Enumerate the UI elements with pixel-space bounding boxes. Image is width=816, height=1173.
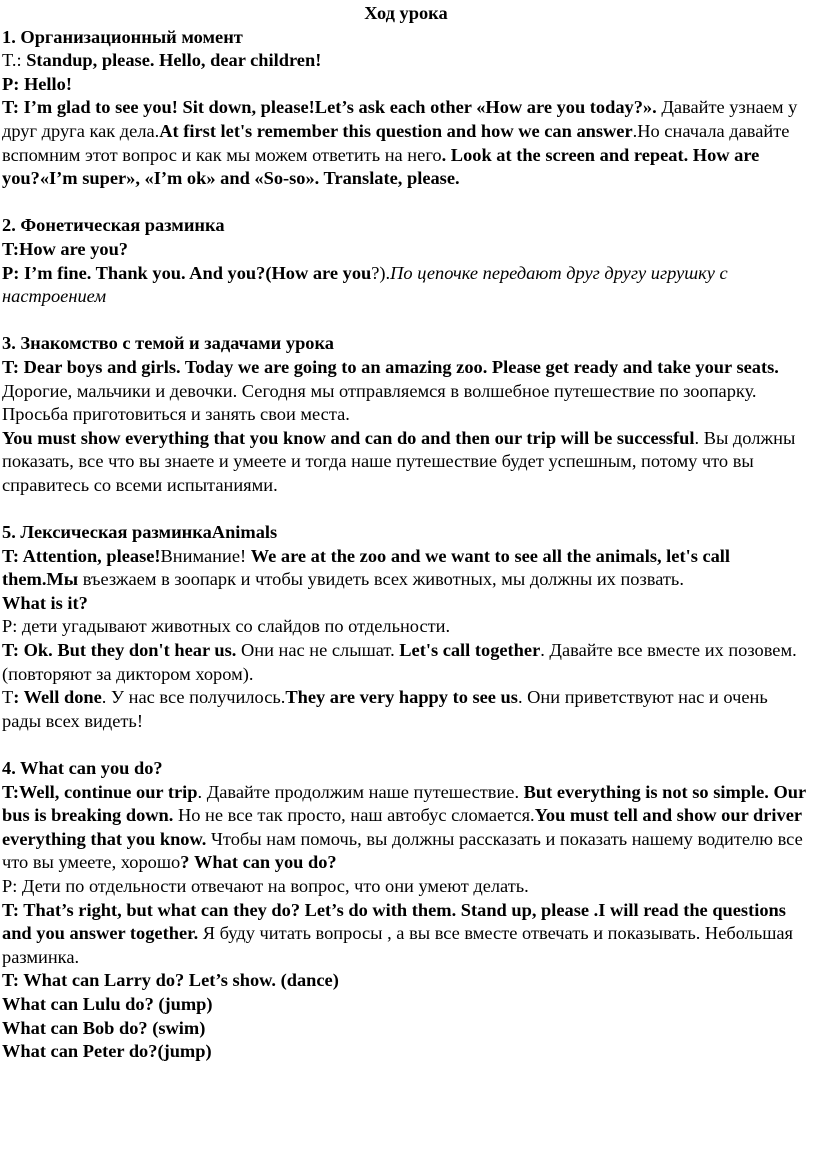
section-4-heading: 4. What can you do?: [2, 758, 163, 778]
page-title: Ход урока: [364, 3, 448, 23]
s1-line-2: P: Hello!: [2, 73, 72, 94]
s4-line-5: What can Lulu do? (jump): [2, 993, 213, 1014]
s3-line-2: Дорогие, мальчики и девочки. Сегодня мы отправляемся в волшебное путешествие по зоопарку. Просьба приготовиться и занять свои места.: [2, 380, 757, 425]
s5-line-2: What is it?: [2, 592, 88, 613]
s4-line-4: T: What can Larry do? Let’s show. (dance): [2, 970, 339, 991]
section-5-heading: 5. Лексическая разминкаAnimals: [2, 522, 278, 543]
s3-line-3: You must show everything that you know and can do and then our trip will be successful. Вы должны показать, все что вы знаете и умеете и тогда наше путешествие будет успешным, потому что вы справитесь со всеми испытаниями.: [2, 427, 796, 495]
s1-line-3: T: I’m glad to see you! Sit down, please!Let’s ask each other «How are you today?». Давайте узнаем у друг друга как дела.At first let's remember this question and how we can answer.Но сначала давайте вспомним этот вопрос и как мы можем ответить на него. Look at the screen and repeat. How are you?«I’m super», «I’m ok» and «So-so». Translate, please.: [2, 97, 798, 189]
s3-line-1: T: Dear boys and girls. Today we are going to an amazing zoo. Please get ready and take your seats.: [2, 356, 779, 377]
s4-line-1: T:Well, continue our trip. Давайте продолжим наше путешествие. But everything is not so simple. Our bus is breaking down. Но не все так просто, наш автобус сломается.You must tell and show our driver everything that you know. Чтобы нам помочь, вы должны рассказать и показать нашему водителю все что вы умеете, хорошо? What can you do?: [2, 781, 806, 873]
s4-line-6: What can Bob do? (swim): [2, 1017, 206, 1038]
section-3-heading: 3. Знакомство с темой и задачами урока: [2, 333, 335, 354]
s4-line-2: P: Дети по отдельности отвечают на вопрос, что они умеют делать.: [2, 875, 529, 896]
s4-line-7: What can Peter do?(jump): [2, 1041, 212, 1062]
s5-line-4: T: Ok. But they don't hear us. Они нас не слышат. Let's call together. Давайте все вместе их позовем. (повторяют за диктором хором).: [2, 640, 797, 684]
s5-line-5: T: Well done. У нас все получилось.They are very happy to see us. Они приветствуют нас и очень рады всех видеть!: [2, 687, 768, 731]
section-1-heading: 1. Организационный момент: [2, 26, 243, 47]
s4-line-3: T: That’s right, but what can they do? Let’s do with them. Stand up, please .I will read the questions and you answer together. Я буду читать вопросы , а вы все вместе отвечать и показывать. Небольшая разминка.: [2, 899, 794, 967]
s5-line-1: T: Attention, please!Внимание! We are at the zoo and we want to see all the animals, let's call them.Мы въезжаем в зоопарк и чтобы увидеть всех животных, мы должны их позвать.: [2, 545, 731, 590]
s2-line-2: P: I’m fine. Thank you. And you?(How are you?).По цепочке передают друг другу игрушку с настроением: [2, 262, 728, 307]
s2-line-1: T:How are you?: [2, 238, 129, 259]
section-2-heading: 2. Фонетическая разминка: [2, 215, 225, 236]
s1-line-1: T.: Standup, please. Hello, dear children!: [2, 50, 322, 71]
s5-line-3: P: дети угадывают животных со слайдов по отдельности.: [2, 616, 451, 637]
